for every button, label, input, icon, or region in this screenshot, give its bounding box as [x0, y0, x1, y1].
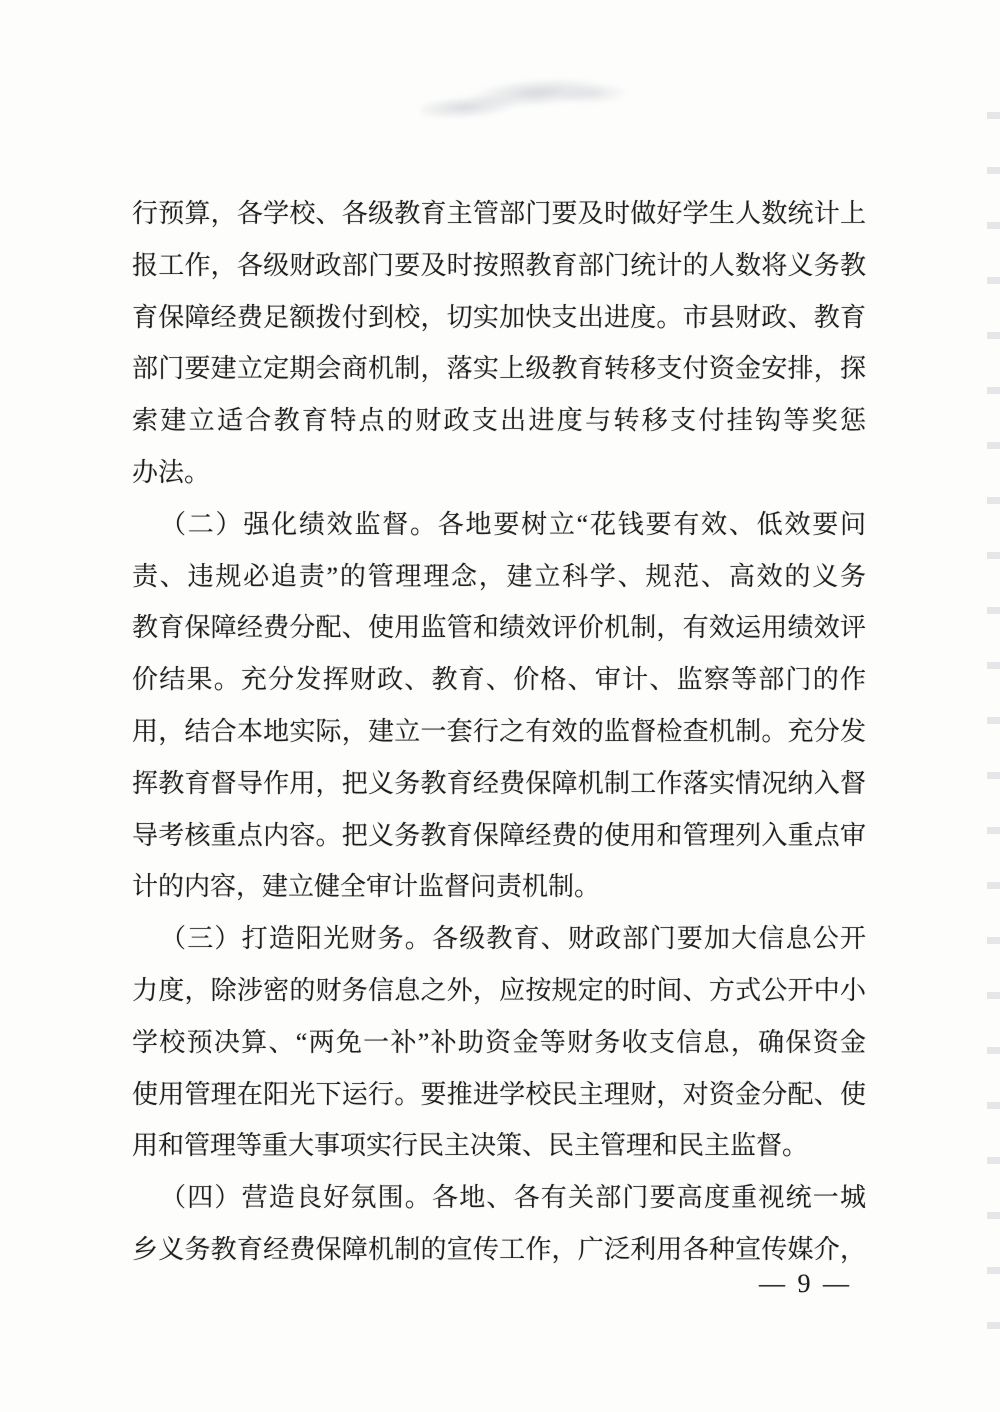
document-line: 学校预决算、“两免一补”补助资金等财务收支信息，确保资金: [132, 1027, 866, 1057]
document-line: 索建立适合教育特点的财政支出进度与转移支付挂钩等奖惩: [132, 406, 866, 436]
document-line: 力度，除涉密的财务信息之外，应按规定的时间、方式公开中小: [132, 975, 866, 1005]
document-line: 育保障经费足额拨付到校，切实加快支出进度。市县财政、教育: [132, 302, 866, 332]
document-line: 价结果。充分发挥财政、教育、价格、审计、监察等部门的作: [132, 665, 866, 695]
paragraph-1: [132, 188, 866, 499]
paragraph-2: [132, 499, 866, 913]
document-line: 用，结合本地实际，建立一套行之有效的监督检查机制。充分发: [132, 716, 866, 746]
document-line: 使用管理在阳光下运行。要推进学校民主理财，对资金分配、使: [132, 1079, 866, 1109]
document-line: 教育保障经费分配、使用监管和绩效评价机制，有效运用绩效评: [132, 613, 866, 643]
document-line: 报工作，各级财政部门要及时按照教育部门统计的人数将义务教: [132, 250, 866, 280]
document-line: 行预算，各学校、各级教育主管部门要及时做好学生人数统计上: [132, 199, 866, 228]
document-line: 挥教育督导作用，把义务教育经费保障机制工作落实情况纳入督: [132, 768, 866, 798]
document-line: 用和管理等重大事项实行民主决策、民主管理和民主监督。: [132, 1131, 809, 1161]
document-line: 办法。: [132, 457, 211, 487]
document-line: 导考核重点内容。把义务教育保障经费的使用和管理列入重点审: [132, 820, 866, 850]
page-number: — 9 —: [759, 1269, 852, 1298]
document-line: 部门要建立定期会商机制，落实上级教育转移支付资金安排，探: [132, 354, 866, 384]
document-line: 责、违规必追责”的管理理念，建立科学、规范、高效的义务: [132, 561, 866, 591]
paragraph-4: [132, 1172, 866, 1276]
document-line: （四）营造良好氛围。各地、各有关部门要高度重视统一城: [160, 1183, 866, 1213]
document-line: （三）打造阳光财务。各级教育、财政部门要加大信息公开: [160, 924, 866, 954]
scan-smudge-artifact: [419, 69, 626, 125]
paragraph-3: [132, 913, 866, 1172]
document-line: （二）强化绩效监督。各地要树立“花钱要有效、低效要问: [160, 509, 866, 539]
binding-edge-marks: [987, 112, 1000, 1362]
document-body: [132, 188, 866, 1276]
document-line: 乡义务教育经费保障机制的宣传工作，广泛利用各种宣传媒介，: [132, 1234, 866, 1264]
document-line: 计的内容，建立健全审计监督问责机制。: [132, 872, 601, 902]
